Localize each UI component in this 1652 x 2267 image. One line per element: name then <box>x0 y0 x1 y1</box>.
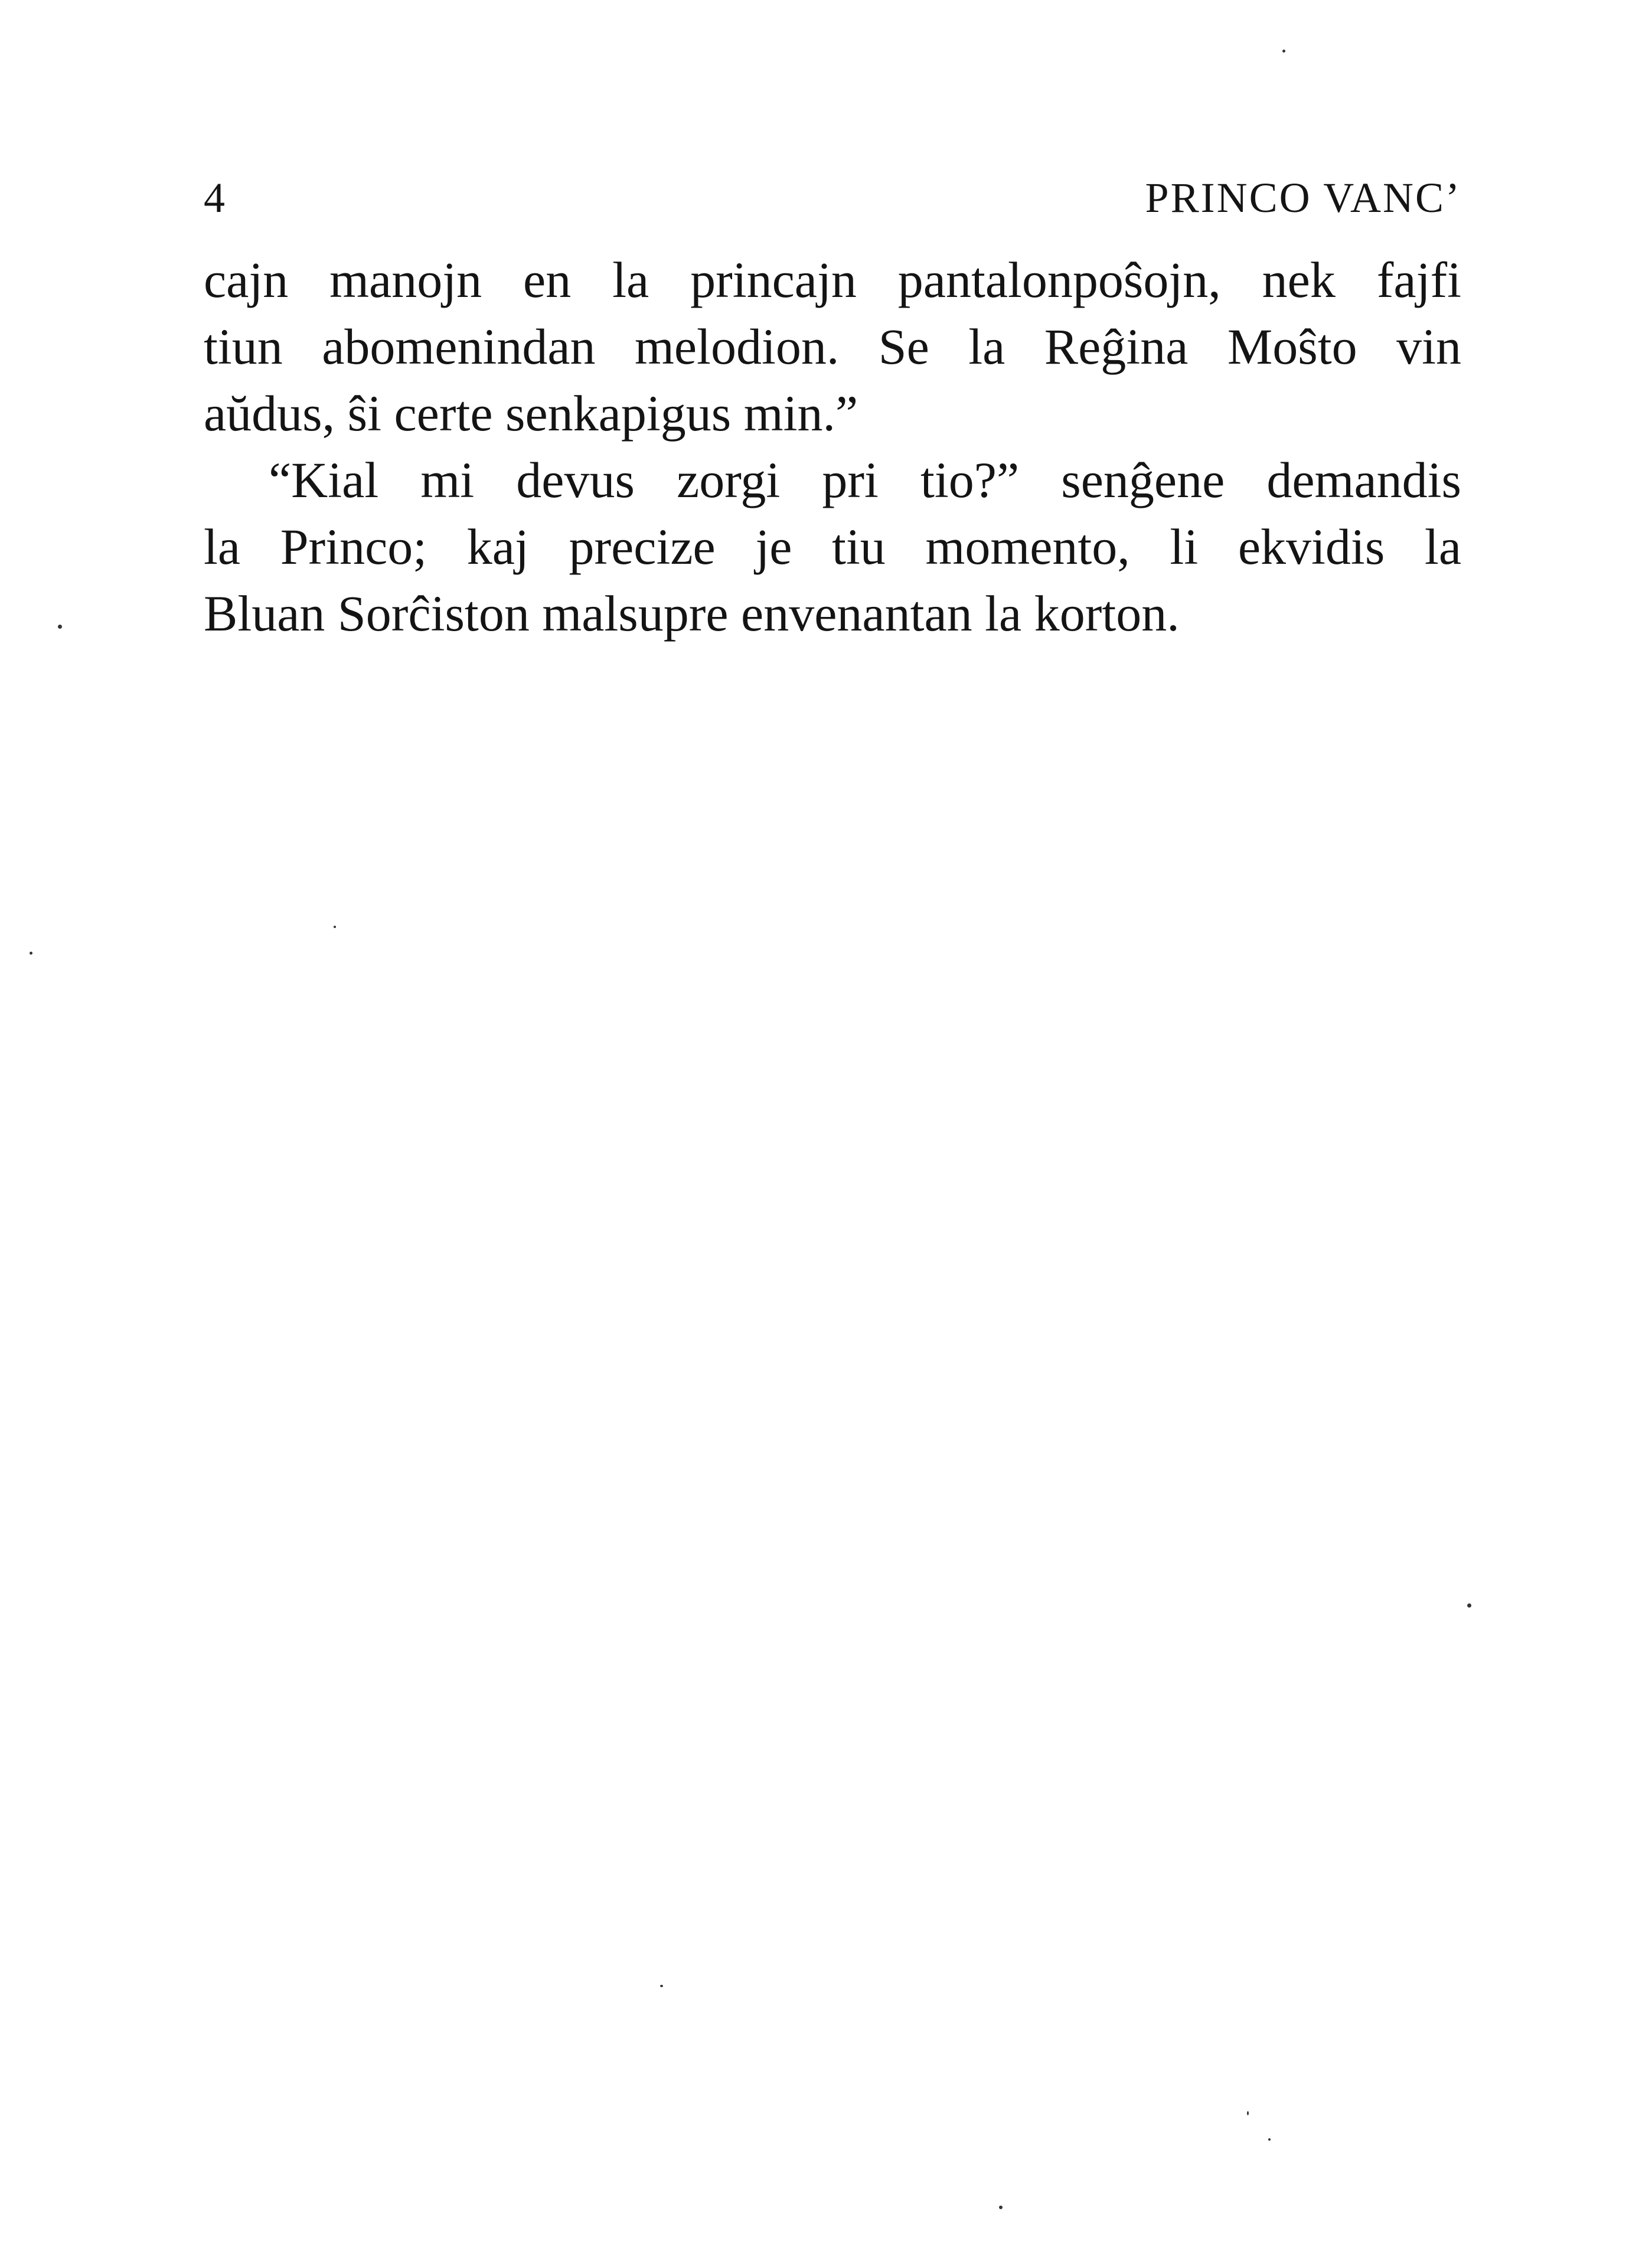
scan-speck <box>660 1985 663 1987</box>
scan-speck <box>30 952 32 955</box>
text-line: aŭdus, ŝi certe senkapigus min.” <box>204 385 858 442</box>
running-title: PRINCO VANC’ <box>1145 174 1461 221</box>
scan-speck <box>1247 2111 1249 2115</box>
scan-speck <box>58 625 62 629</box>
text-line: Bluan Sorĉiston malsupre envenantan la korton. <box>204 585 1180 642</box>
scan-speck <box>1268 2138 1271 2141</box>
scan-speck <box>1282 50 1285 53</box>
text-line: la Princo; kaj precize je tiu momento, li ekvidis la <box>204 518 1461 575</box>
running-head <box>204 171 1461 224</box>
page-number: 4 <box>204 174 225 221</box>
text-line: tiun abomenindan melodion. Se la Reĝina Moŝto vin <box>204 318 1461 375</box>
scan-speck <box>334 926 336 928</box>
scan-speck <box>999 2206 1003 2209</box>
text-line: “Kial mi devus zorgi pri tio?” senĝene demandis <box>269 452 1461 508</box>
text-line: cajn manojn en la princajn pantalonpoŝojn, nek fajfi <box>204 251 1461 308</box>
paragraph <box>204 447 1461 647</box>
scan-speck <box>1467 1603 1471 1608</box>
paragraph <box>204 247 1461 447</box>
body-text <box>204 247 1461 647</box>
